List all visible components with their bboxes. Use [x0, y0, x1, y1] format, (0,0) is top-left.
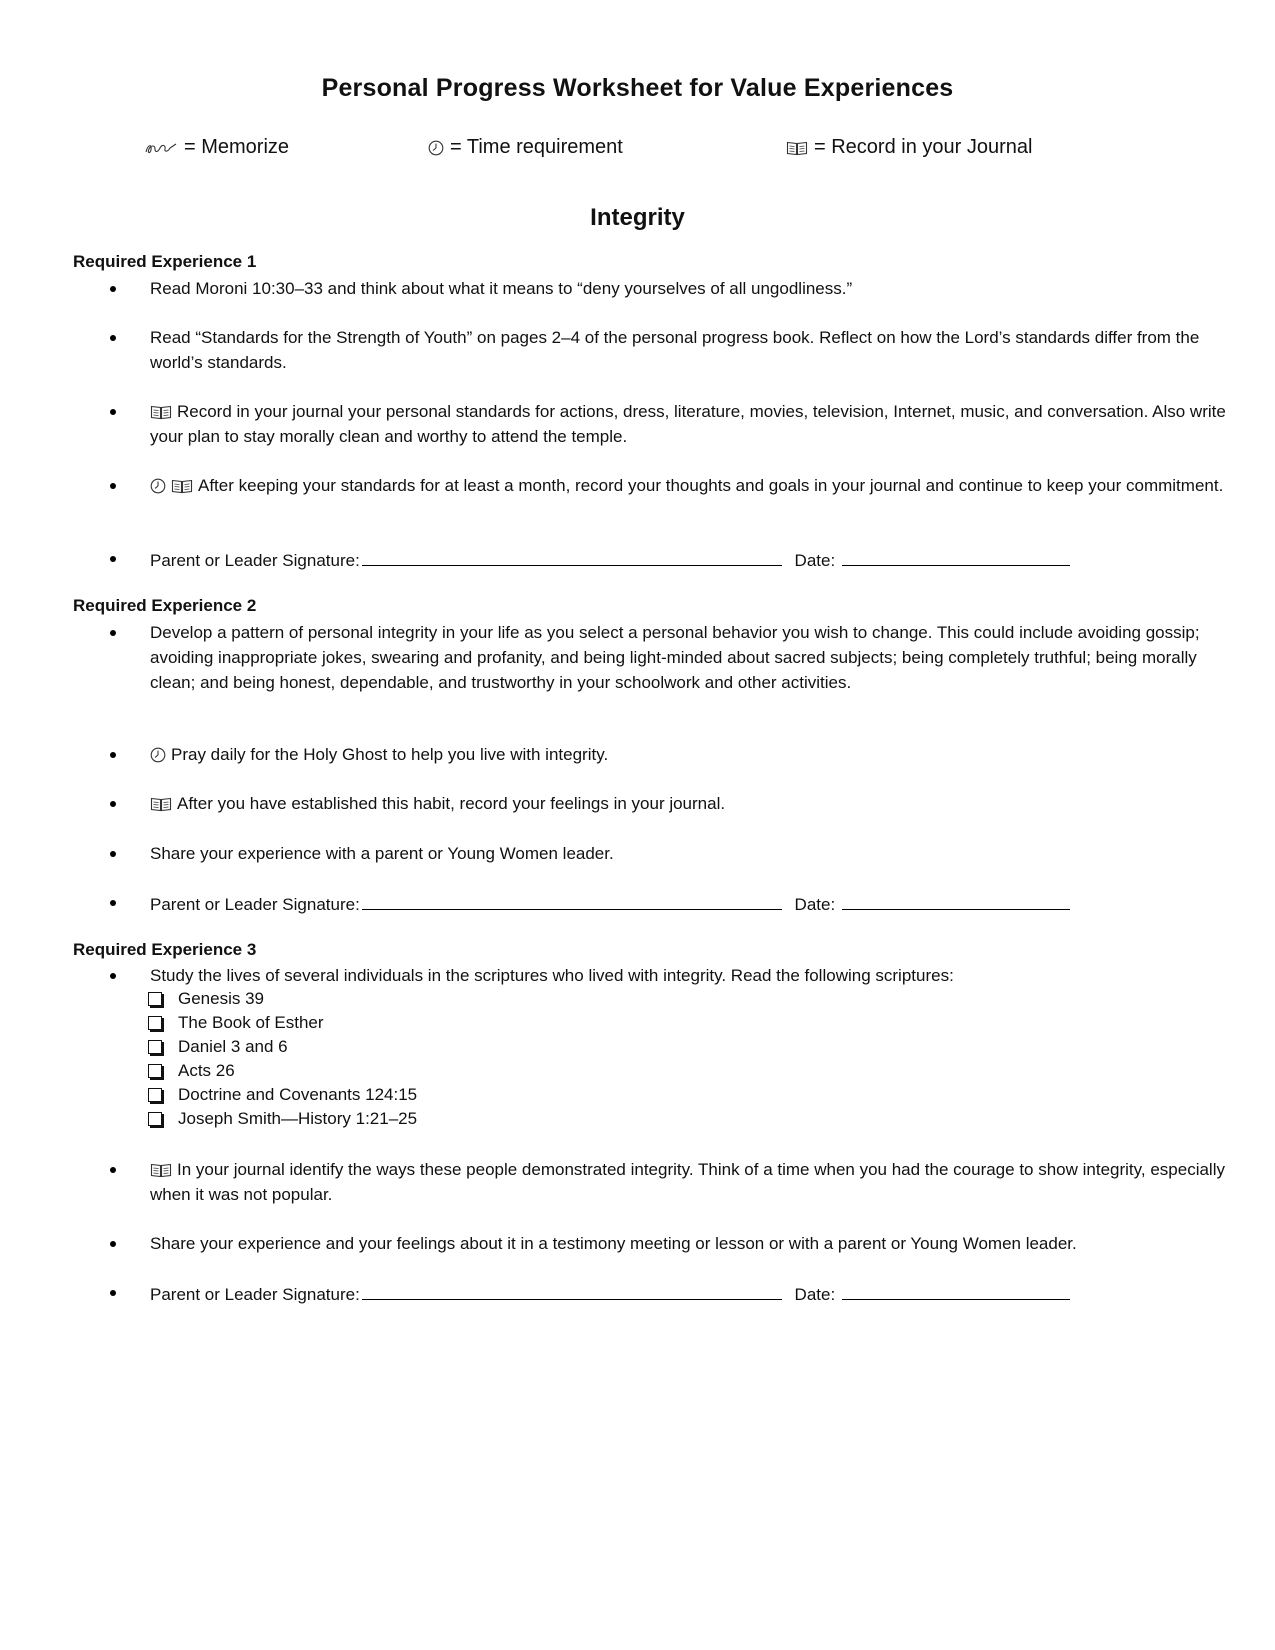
item-text-content: After keeping your standards for at least a month, record your thoughts and goals in your journal and continue to keep your commitment.	[198, 476, 1224, 495]
item-text: Share your experience with a parent or Young Women leader.	[150, 844, 614, 863]
item-text: Study the lives of several individuals in the scriptures who lived with integrity. Read the following scriptures:	[150, 966, 954, 985]
bullet-dot	[110, 1241, 116, 1247]
clock-icon	[150, 478, 166, 494]
item-text	[150, 742, 1240, 767]
item-text-content: After you have established this habit, record your feelings in your journal.	[177, 794, 726, 813]
date-label: Date:	[794, 551, 836, 570]
book-icon	[150, 796, 172, 812]
checkbox[interactable]	[148, 1016, 162, 1030]
page-title: Personal Progress Worksheet for Value Experiences	[321, 74, 954, 102]
book-icon	[150, 404, 172, 420]
bullet-dot	[110, 900, 116, 906]
bullet-dot	[110, 286, 116, 292]
checkbox[interactable]	[148, 1064, 162, 1078]
scripture-label: Doctrine and Covenants 124:15	[178, 1085, 418, 1104]
section-title-2: Required Experience 2	[73, 596, 257, 615]
item-text	[150, 791, 1240, 816]
scripture-label: Daniel 3 and 6	[178, 1037, 288, 1056]
section-title-3: Required Experience 3	[73, 940, 257, 959]
value-title: Integrity	[590, 204, 685, 231]
scripture-label: The Book of Esther	[178, 1013, 324, 1032]
signature-field[interactable]	[362, 1280, 782, 1300]
book-icon	[786, 140, 808, 156]
bullet-dot	[110, 630, 116, 636]
legend-memorize	[144, 136, 289, 159]
item-text	[150, 399, 1240, 449]
date-label: Date:	[794, 895, 836, 914]
item-text-content: Record in your journal your personal standards for actions, dress, literature, movies, television, Internet, music, and conversation. Also write your plan to stay morally clean and worthy to attend the temple.	[150, 402, 1226, 446]
section-title-1: Required Experience 1	[73, 252, 257, 271]
item-text	[150, 1157, 1240, 1207]
signature-label: Parent or Leader Signature:	[150, 551, 360, 570]
checkbox[interactable]	[148, 992, 162, 1006]
item-text: Share your experience and your feelings about it in a testimony meeting or lesson or with a parent or Young Women leader.	[150, 1234, 1077, 1253]
bullet-dot	[110, 851, 116, 857]
bullet-dot	[110, 1290, 116, 1296]
legend-memorize-label: = Memorize	[184, 136, 290, 158]
legend-time-label: = Time requirement	[450, 136, 623, 158]
scripture-label: Acts 26	[178, 1061, 235, 1080]
date-field[interactable]	[842, 1280, 1070, 1300]
book-icon	[171, 478, 193, 494]
signature-field[interactable]	[362, 890, 782, 910]
item-text: Read “Standards for the Strength of Youth” on pages 2–4 of the personal progress book. Reflect on how the Lord’s standards differ from the world’s standards.	[150, 328, 1200, 372]
bullet-dot	[110, 335, 116, 341]
clock-icon	[428, 140, 444, 156]
book-icon	[150, 1162, 172, 1178]
bullet-dot	[110, 483, 116, 489]
bullet-dot	[110, 752, 116, 758]
item-text	[150, 473, 1240, 498]
checkbox[interactable]	[148, 1112, 162, 1126]
item-text-content: In your journal identify the ways these people demonstrated integrity. Think of a time when you had the courage to show integrity, especially when it was not popular.	[150, 1160, 1225, 1204]
legend-time	[428, 136, 623, 159]
item-text-content: Pray daily for the Holy Ghost to help you live with integrity.	[171, 745, 609, 764]
item-text: Develop a pattern of personal integrity in your life as you select a personal behavior you wish to change. This could include avoiding gossip; avoiding inappropriate jokes, swearing and profanity, and being light-minded about sacred subjects; being completely truthful; being morally clean; and being honest, dependable, and trustworthy in your schoolwork and other activities.	[150, 623, 1200, 692]
bullet-dot	[110, 409, 116, 415]
date-field[interactable]	[842, 890, 1070, 910]
checkbox[interactable]	[148, 1040, 162, 1054]
signature-label: Parent or Leader Signature:	[150, 895, 360, 914]
legend-journal-label: = Record in your Journal	[814, 136, 1033, 158]
date-field[interactable]	[842, 546, 1070, 566]
checkbox[interactable]	[148, 1088, 162, 1102]
bullet-dot	[110, 1167, 116, 1173]
memorize-icon	[144, 140, 178, 156]
scripture-label: Joseph Smith—History 1:21–25	[178, 1109, 418, 1128]
bullet-dot	[110, 801, 116, 807]
scripture-label: Genesis 39	[178, 989, 264, 1008]
signature-label: Parent or Leader Signature:	[150, 1285, 360, 1304]
legend-journal	[786, 136, 1032, 159]
date-label: Date:	[794, 1285, 836, 1304]
clock-icon	[150, 747, 166, 763]
bullet-dot	[110, 556, 116, 562]
bullet-dot	[110, 973, 116, 979]
item-text: Read Moroni 10:30–33 and think about what it means to “deny yourselves of all ungodliness.”	[150, 279, 853, 298]
signature-field[interactable]	[362, 546, 782, 566]
